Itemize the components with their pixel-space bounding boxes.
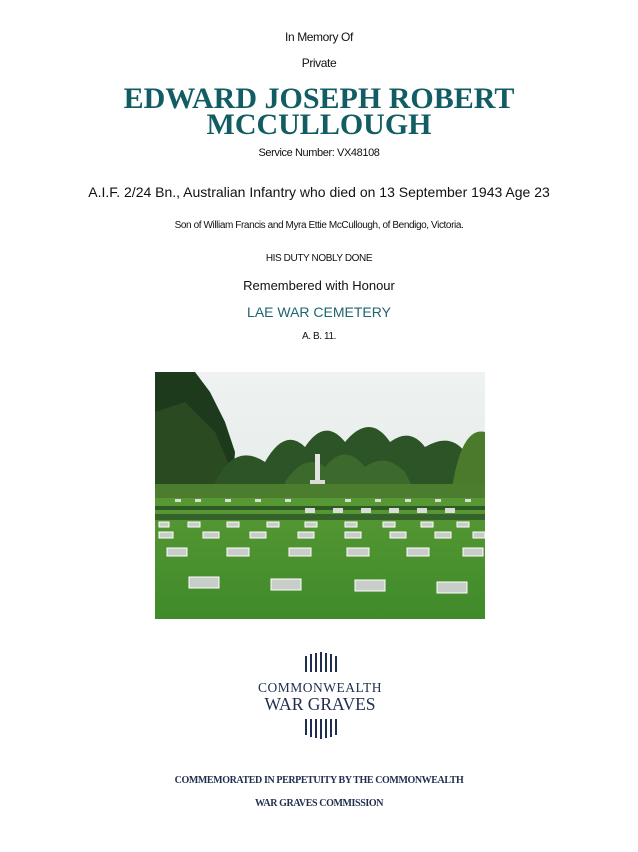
family-details: Son of William Francis and Myra Ettie McCullough, of Bendigo, Victoria. xyxy=(174,220,464,231)
cwgc-logo xyxy=(252,652,388,742)
remembered-with-honour: Remembered with Honour xyxy=(243,278,395,293)
service-number: Service Number: VX48108 xyxy=(258,147,380,159)
logo-bottom-bars-icon xyxy=(305,719,337,739)
rank-text: Private xyxy=(301,56,337,70)
in-memory-of-text: In Memory Of xyxy=(285,30,353,44)
soldier-name: EDWARD JOSEPH ROBERT MCCULLOUGH xyxy=(123,82,515,141)
cemetery-name: LAE WAR CEMETERY xyxy=(247,304,391,320)
grave-reference: A. B. 11. xyxy=(301,331,336,342)
footer-line-1: COMMEMORATED IN PERPETUITY BY THE COMMONWEALTH xyxy=(174,775,464,786)
epitaph-inscription: HIS DUTY NOBLY DONE xyxy=(265,253,373,264)
logo-top-bars-icon xyxy=(305,652,337,672)
logo-line1: COMMONWEALTH xyxy=(258,680,382,695)
unit-and-death-line: A.I.F. 2/24 Bn., Australian Infantry who died on 13 September 1943 Age 23 xyxy=(88,184,550,200)
logo-line2: WAR GRAVES xyxy=(264,694,376,714)
footer-line-2: WAR GRAVES COMMISSION xyxy=(254,798,384,809)
cemetery-photo xyxy=(155,372,485,619)
